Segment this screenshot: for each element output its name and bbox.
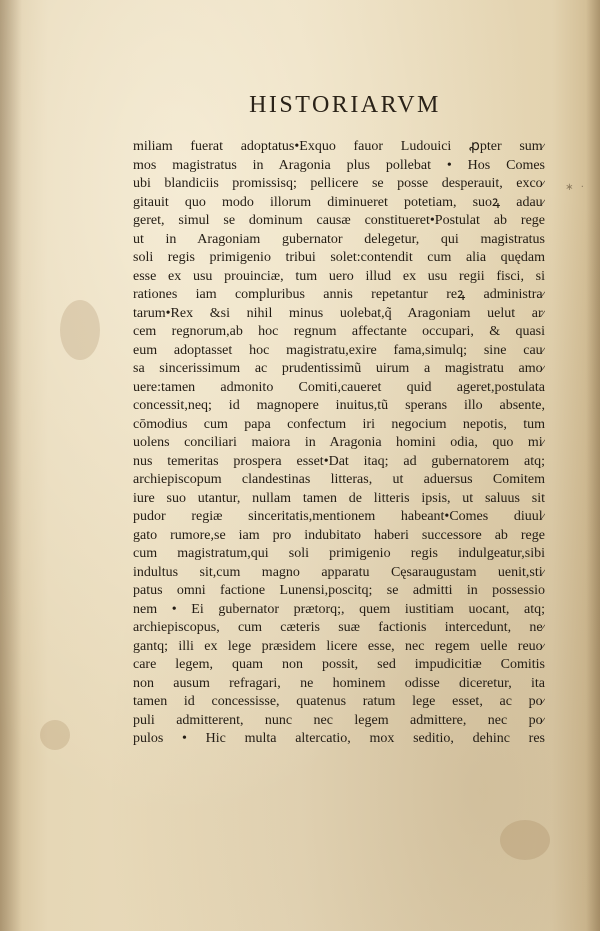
text-line: pudor regiæ sinceritatis,mentionem habeant•Comes diuul⁄ bbox=[133, 509, 545, 524]
text-line: soli regis primigenio tribui solet:contendit cum alia quędam bbox=[133, 250, 545, 265]
text-line: sa sincerissimum ac prudentissimũ uirum a magistratu amo⁄ bbox=[133, 361, 545, 376]
foxing-stain bbox=[40, 720, 70, 750]
page-edge-shadow bbox=[586, 0, 600, 931]
text-line: nus temeritas prospera esset•Dat itaq; ad gubernatorem atq; bbox=[133, 453, 545, 469]
foxing-stain bbox=[500, 820, 550, 860]
text-line: cem regnorum,ab hoc regnum affectante occupari, & quasi bbox=[133, 324, 545, 339]
text-line: mos magistratus in Aragonia plus pollebat • Hos Comes bbox=[133, 157, 545, 173]
text-line: pulos • Hic multa altercatio, mox seditio, dehinc res bbox=[133, 731, 545, 746]
body-text bbox=[133, 138, 545, 749]
text-line: gitauit quo modo illorum diminueret potetiam, suoꝝ adau⁄ bbox=[133, 194, 545, 210]
text-line: gato rumore,se iam pro indubitato haberi successore ab rege bbox=[133, 527, 545, 543]
text-line: eum adoptasset hoc magistratu,exire fama,simulq; sine cau⁄ bbox=[133, 342, 545, 358]
text-line: ut in Aragoniam gubernator delegetur, qui magistratus bbox=[133, 231, 545, 247]
text-line: cum magistratum,qui soli primigenio regis indulgeatur,sibi bbox=[133, 546, 545, 561]
text-line: iure suo utantur, nullam tamen de litteris ipsis, ut saluus sit bbox=[133, 490, 545, 506]
text-line: uolens conciliari maiora in Aragonia homini odia, quo mi⁄ bbox=[133, 435, 545, 450]
text-line: indultus sit,cum magno apparatu Cęsaraugustam uenit,sti⁄ bbox=[133, 564, 545, 580]
text-line: uere:tamen admonito Comiti,caueret quid ageret,postulata bbox=[133, 379, 545, 395]
text-line: archiepiscopus, cum cæteris suæ factionis intercedunt, ne⁄ bbox=[133, 620, 545, 635]
text-line: concessit,neq; id magnopere inuitus,tũ sperans illo absente, bbox=[133, 398, 545, 413]
margin-mark: ∗ · bbox=[565, 182, 586, 193]
text-line: rationes iam compluribus annis repetantur reꝝ administra⁄ bbox=[133, 287, 545, 302]
text-line: ubi blandiciis promissisq; pellicere se posse desperauit, exco⁄ bbox=[133, 176, 545, 191]
text-line: tarum•Rex &si nihil minus uolebat,q̃ Aragoniam uelut ar⁄ bbox=[133, 305, 545, 321]
running-head: HISTORIARVM bbox=[249, 92, 441, 118]
text-line: nem • Ei gubernator prætorq;, quem iustitiam uocant, atq; bbox=[133, 601, 545, 617]
text-line: puli admitterent, nunc nec legem admittere, nec po⁄ bbox=[133, 712, 545, 728]
text-line: esse ex usu prouinciæ, tum uero illud ex usu regii fisci, si bbox=[133, 268, 545, 284]
text-line: care legem, quam non possit, sed impudicitiæ Comitis bbox=[133, 657, 545, 672]
text-line: tamen id concessisse, quatenus ratum lege esset, ac po⁄ bbox=[133, 694, 545, 709]
text-line: miliam fuerat adoptatus•Exquo fauor Ludouici ꝓpter sum⁄ bbox=[133, 139, 545, 154]
text-line: archiepiscopum clandestinas litteras, ut aduersus Comitem bbox=[133, 472, 545, 487]
gutter-shadow bbox=[0, 0, 22, 931]
text-line: gantq; illi ex lege præsidem licere esse, nec regem uelle reuo⁄ bbox=[133, 638, 545, 654]
text-line: geret, simul se dominum causæ constitueret•Postulat ab rege bbox=[133, 213, 545, 228]
text-line: patus omni factione Lunensi,poscitq; se admitti in possessio bbox=[133, 583, 545, 598]
foxing-stain bbox=[60, 300, 100, 360]
text-line: non ausum refragari, ne hominem odisse diceretur, ita bbox=[133, 675, 545, 691]
text-line: cōmodius cum papa confectum iri negocium nepotis, tum bbox=[133, 416, 545, 432]
